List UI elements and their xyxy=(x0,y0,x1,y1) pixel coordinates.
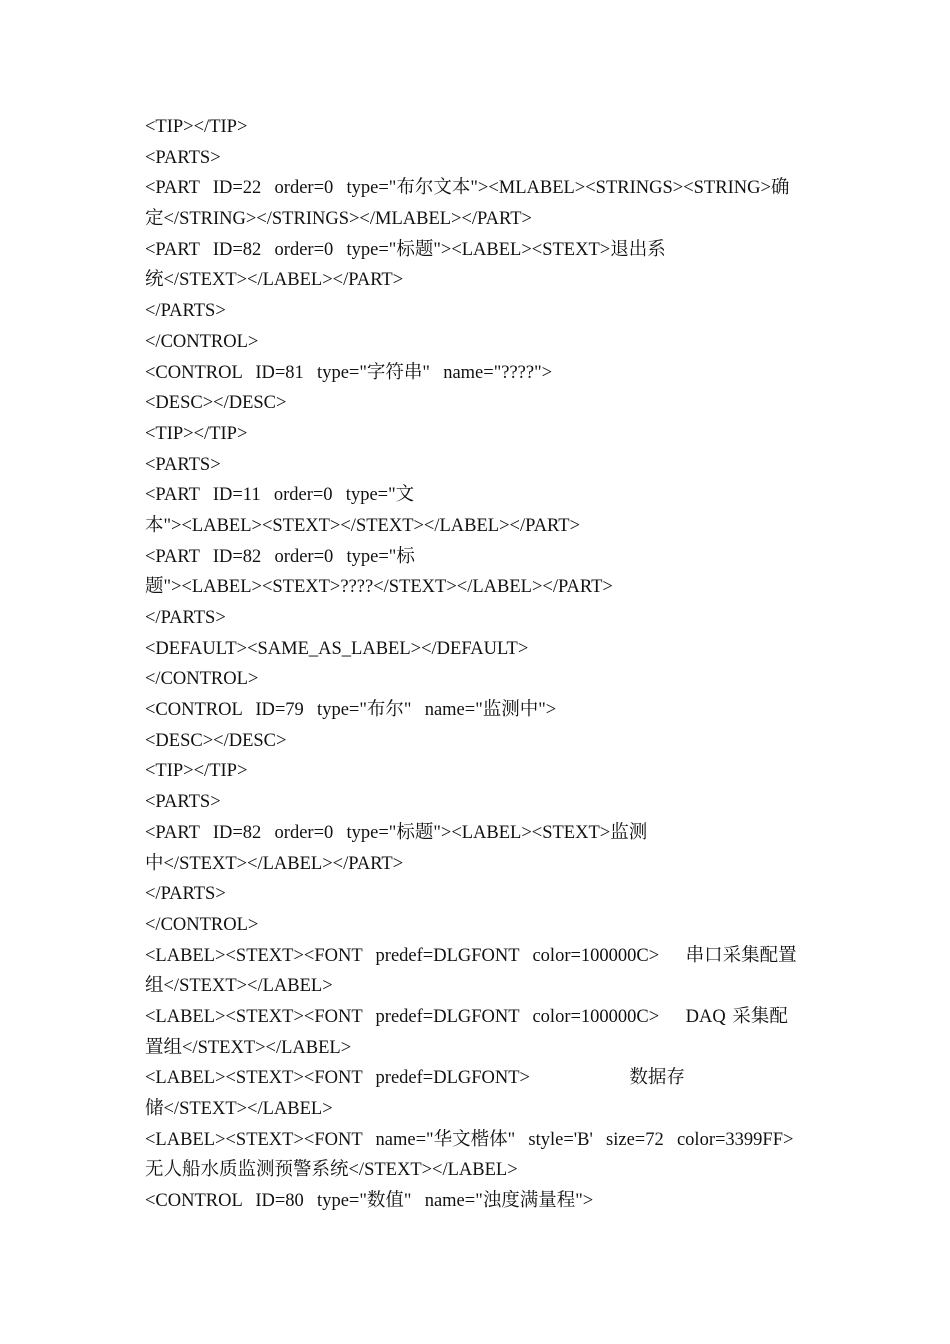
code-line: </PARTS> xyxy=(145,884,226,905)
code-line: <LABEL><STEXT><FONT predef=DLGFONT color=100000C> 串口采集配置 xyxy=(145,945,797,966)
code-line: <PART ID=11 order=0 type="文 xyxy=(145,485,415,506)
code-line: <PART ID=82 order=0 type="标 xyxy=(145,546,415,567)
code-listing xyxy=(145,112,810,1217)
code-line: <TIP></TIP> xyxy=(145,423,248,444)
code-line: 题"><LABEL><STEXT>????</STEXT></LABEL></PART> xyxy=(145,577,613,598)
code-line: <DESC></DESC> xyxy=(145,393,287,414)
code-line: 统</STEXT></LABEL></PART> xyxy=(145,270,404,291)
code-line: <TIP></TIP> xyxy=(145,761,248,782)
code-line: 置组</STEXT></LABEL> xyxy=(145,1037,352,1058)
code-line: 组</STEXT></LABEL> xyxy=(145,976,333,997)
code-line: </CONTROL> xyxy=(145,669,259,690)
code-line: <TIP></TIP> xyxy=(145,117,248,137)
code-line: <DEFAULT><SAME_AS_LABEL></DEFAULT> xyxy=(145,638,529,659)
code-line: 中</STEXT></LABEL></PART> xyxy=(145,853,404,874)
code-line: <PART ID=22 order=0 type="布尔文本"><MLABEL><STRINGS><STRING>确 xyxy=(145,178,790,199)
code-line: <PART ID=82 order=0 type="标题"><LABEL><STEXT>监测 xyxy=(145,822,648,843)
code-line: <LABEL><STEXT><FONT name="华文楷体" style='B' size=72 color=3399FF> xyxy=(145,1129,794,1150)
code-line: 定</STRING></STRINGS></MLABEL></PART> xyxy=(145,209,532,230)
code-line: <DESC></DESC> xyxy=(145,730,287,751)
code-line: <PARTS> xyxy=(145,792,221,813)
code-line: 储</STEXT></LABEL> xyxy=(145,1099,333,1119)
code-line: 本"><LABEL><STEXT></STEXT></LABEL></PART> xyxy=(145,515,581,536)
code-line: </PARTS> xyxy=(145,608,226,628)
code-line: 无人船水质监测预警系统</STEXT></LABEL> xyxy=(145,1160,518,1181)
code-line: <CONTROL ID=79 type="布尔" name="监测中"> xyxy=(145,700,557,721)
code-line: <PARTS> xyxy=(145,454,221,475)
code-line: </CONTROL> xyxy=(145,331,259,352)
code-line: </PARTS> xyxy=(145,301,226,322)
code-line: <PART ID=82 order=0 type="标题"><LABEL><STEXT>退出系 xyxy=(145,239,666,260)
code-line: </CONTROL> xyxy=(145,914,259,935)
code-line: <CONTROL ID=80 type="数值" name="浊度满量程"> xyxy=(145,1191,594,1212)
code-line: <LABEL><STEXT><FONT predef=DLGFONT color=100000C> DAQ 采集配 xyxy=(145,1006,788,1027)
code-line: <PARTS> xyxy=(145,147,221,168)
code-line: <CONTROL ID=81 type="字符串" name="????"> xyxy=(145,362,553,383)
code-line: <LABEL><STEXT><FONT predef=DLGFONT> 数据存 xyxy=(145,1068,685,1089)
